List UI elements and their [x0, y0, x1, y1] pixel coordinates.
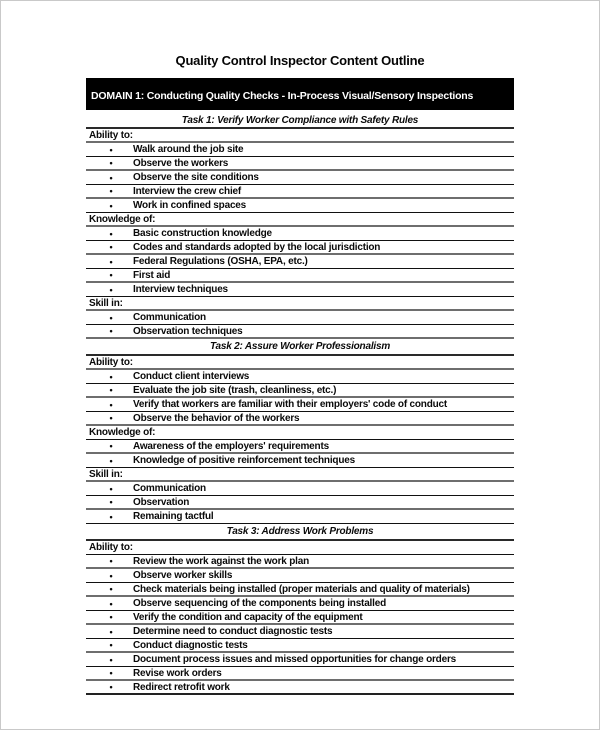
bullet-item-row — [86, 555, 514, 569]
bullet-item-row — [86, 255, 514, 269]
bullet-icon: • — [109, 556, 113, 566]
page-title: Quality Control Inspector Content Outline — [175, 53, 425, 68]
bullet-item-text: Federal Regulations (OSHA, EPA, etc.) — [133, 256, 308, 267]
bullet-item-text: Awareness of the employers' requirements — [133, 440, 329, 452]
bullet-item-row — [86, 370, 514, 384]
section-header-row: Ability to: — [86, 129, 514, 143]
bullet-icon: • — [109, 399, 113, 410]
task-title-row: Task 3: Address Work Problems — [86, 524, 514, 541]
bullet-icon: • — [109, 284, 113, 295]
bullet-item-text: Walk around the job site — [133, 144, 244, 155]
bullet-item-row — [86, 283, 514, 297]
bullet-item-row — [86, 597, 514, 611]
bullet-item-text: Communication — [133, 483, 206, 494]
bullet-item-text: Document process issues and missed opportunities for change orders — [133, 654, 456, 665]
section-header-row: Ability to: — [86, 356, 514, 370]
bullet-item-row — [86, 157, 514, 171]
section-header-row: Skill in: — [86, 468, 514, 482]
bullet-icon: • — [109, 326, 113, 336]
bullet-icon: • — [109, 654, 113, 665]
bullet-icon: • — [109, 570, 113, 581]
bullet-icon: • — [109, 413, 113, 423]
bullet-item-row — [86, 440, 514, 454]
bullet-item-text: Communication — [133, 312, 206, 323]
domain-header-text: DOMAIN 1: Conducting Quality Checks - In-Process Visual/Sensory Inspections — [91, 90, 474, 102]
bullet-item-row — [86, 482, 514, 496]
bullet-item-row — [86, 269, 514, 283]
bullet-item-row — [86, 681, 514, 695]
bullet-item-text: Interview techniques — [133, 284, 228, 295]
bullet-item-text: Interview the crew chief — [133, 185, 242, 197]
bullet-item-row — [86, 227, 514, 241]
bullet-item-text: Codes and standards adopted by the local jurisdiction — [133, 241, 381, 253]
bullet-item-text: Observe sequencing of the components being installed — [133, 598, 386, 609]
bullet-item-text: Observe worker skills — [133, 570, 233, 581]
bullet-item-row — [86, 241, 514, 255]
bullet-item-text: Check materials being installed (proper materials and quality of materials) — [133, 583, 470, 595]
bullet-item-row — [86, 199, 514, 213]
bullet-item-text: Verify that workers are familiar with their employers' code of conduct — [133, 399, 448, 410]
bullet-icon: • — [109, 584, 113, 594]
bullet-icon: • — [109, 200, 113, 211]
bullet-icon: • — [109, 158, 113, 168]
bullet-item-text: Determine need to conduct diagnostic tests — [133, 626, 333, 637]
bullet-item-text: Observe the site conditions — [133, 172, 259, 183]
bullet-item-row — [86, 454, 514, 468]
bullet-icon: • — [109, 144, 113, 155]
bullet-icon: • — [109, 441, 113, 451]
bullet-item-text: Revise work orders — [133, 667, 222, 679]
bullet-icon: • — [109, 242, 113, 252]
section-header-row: Knowledge of: — [86, 213, 514, 227]
bullet-item-row — [86, 496, 514, 510]
bullet-icon: • — [109, 682, 113, 692]
bullet-item-row — [86, 569, 514, 583]
bullet-item-row — [86, 384, 514, 398]
bullet-item-text: First aid — [133, 269, 171, 281]
bullet-item-text: Observe the behavior of the workers — [133, 412, 300, 424]
bullet-item-row — [86, 653, 514, 667]
bullet-icon: • — [109, 511, 113, 522]
bullet-item-row — [86, 398, 514, 412]
bullet-item-row — [86, 611, 514, 625]
bullet-item-text: Knowledge of positive reinforcement techniques — [133, 455, 355, 466]
bullet-icon: • — [109, 640, 113, 650]
bullet-icon: • — [109, 256, 113, 267]
section-header-row: Knowledge of: — [86, 426, 514, 440]
bullet-icon: • — [109, 312, 113, 323]
bullet-icon: • — [109, 385, 113, 395]
bullet-icon: • — [109, 371, 113, 382]
bullet-item-text: Work in confined spaces — [133, 200, 247, 211]
task-title-row: Task 1: Verify Worker Compliance with Safety Rules — [86, 110, 514, 129]
bullet-icon: • — [109, 228, 113, 239]
bullet-item-row — [86, 311, 514, 325]
bullet-item-text: Observe the workers — [133, 157, 229, 169]
bullet-icon: • — [109, 172, 113, 183]
bullet-item-row — [86, 639, 514, 653]
bullet-item-row — [86, 667, 514, 681]
content-area — [86, 78, 514, 695]
bullet-item-row — [86, 185, 514, 199]
bullet-icon: • — [109, 626, 113, 637]
bullet-item-row — [86, 625, 514, 639]
domain-header-bar — [86, 78, 514, 110]
bullet-item-text: Redirect retrofit work — [133, 681, 230, 693]
task-title-row: Task 2: Assure Worker Professionalism — [86, 339, 514, 356]
bullet-icon: • — [109, 497, 113, 507]
bullet-item-text: Observation — [133, 496, 190, 508]
bullet-item-row — [86, 325, 514, 339]
bullet-icon: • — [109, 668, 113, 678]
bullet-item-text: Verify the condition and capacity of the equipment — [133, 611, 363, 623]
bullet-item-text: Basic construction knowledge — [133, 228, 272, 239]
section-header-row: Skill in: — [86, 297, 514, 311]
section-header-row: Ability to: — [86, 541, 514, 555]
bullet-item-row — [86, 583, 514, 597]
bullet-icon: • — [109, 270, 113, 280]
bullet-icon: • — [109, 612, 113, 622]
bullet-item-row — [86, 412, 514, 426]
bullet-item-text: Conduct diagnostic tests — [133, 639, 248, 651]
bullet-item-row — [86, 510, 514, 524]
bullet-icon: • — [109, 483, 113, 494]
bullet-item-text: Remaining tactful — [133, 511, 214, 522]
bullet-icon: • — [109, 598, 113, 609]
bullet-icon: • — [109, 455, 113, 466]
bullet-icon: • — [109, 186, 113, 196]
bullet-item-text: Evaluate the job site (trash, cleanliness, etc.) — [133, 384, 337, 396]
bullet-item-row — [86, 143, 514, 157]
bullet-item-row — [86, 171, 514, 185]
bullet-item-text: Review the work against the work plan — [133, 555, 309, 567]
outline-table — [86, 110, 514, 695]
bullet-item-text: Conduct client interviews — [133, 371, 250, 382]
bullet-item-text: Observation techniques — [133, 325, 243, 337]
